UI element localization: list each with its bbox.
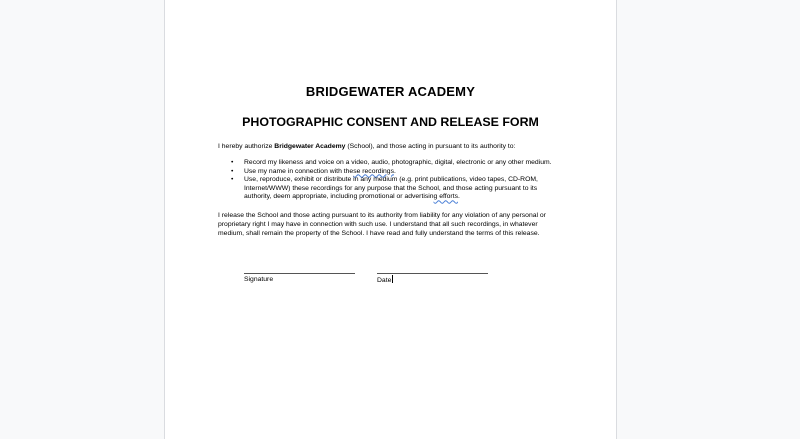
list-item — [218, 159, 563, 168]
text-cursor — [392, 275, 393, 283]
date-label: Date — [377, 277, 392, 284]
list-item — [218, 168, 563, 177]
form-title-heading: PHOTOGRAPHIC CONSENT AND RELEASE FORM — [242, 115, 539, 129]
list-item-text-end: . — [394, 167, 396, 175]
list-item-text-end: . — [457, 193, 460, 201]
intro-paragraph — [218, 142, 563, 151]
signature-block — [244, 273, 355, 284]
document-body[interactable] — [218, 84, 563, 238]
list-item-text: Use my name in connection with the — [244, 167, 354, 175]
list-item — [218, 176, 563, 202]
release-paragraph: I release the School and those acting pursuant to its authority from liability for any violation of any personal or proprietary right I may have in connection with such use. I understand that all such recordings, in whatever medium, shall remain the property of the School. I have read and fully understand the terms of this release. — [218, 211, 546, 237]
school-name-heading: BRIDGEWATER ACADEMY — [305, 84, 476, 99]
list-item-text: Use, reproduce, exhibit or distribute in any medium (e.g. print publications, video tapes, CD-ROM, Internet/WWW) these recordings for any purpose that the School, and those acting pursuant to its authority, deem appropriate, including promotional or advertisin — [244, 176, 538, 201]
document-page[interactable] — [164, 0, 617, 439]
intro-school-name: Bridgewater Academy — [274, 143, 346, 150]
bullet-icon: • — [231, 159, 234, 166]
list-item-text: Record my likeness and voice on a video, audio, photographic, digital, electronic or any other medium. — [244, 159, 552, 166]
bullet-icon: • — [231, 167, 234, 175]
intro-text-after: (School), and those acting in pursuant to its authority to: — [345, 143, 516, 150]
signature-line — [244, 273, 355, 274]
date-block — [377, 273, 488, 285]
date-label-row — [377, 275, 488, 285]
intro-text-before: I hereby authorize — [218, 143, 275, 150]
bullet-icon: • — [231, 176, 234, 184]
authorized-uses-list — [218, 159, 563, 202]
spellcheck-suggestion[interactable]: se recordings — [353, 167, 394, 175]
spellcheck-suggestion[interactable]: g efforts — [433, 193, 458, 201]
signature-label: Signature — [244, 276, 274, 283]
date-line — [377, 273, 488, 274]
